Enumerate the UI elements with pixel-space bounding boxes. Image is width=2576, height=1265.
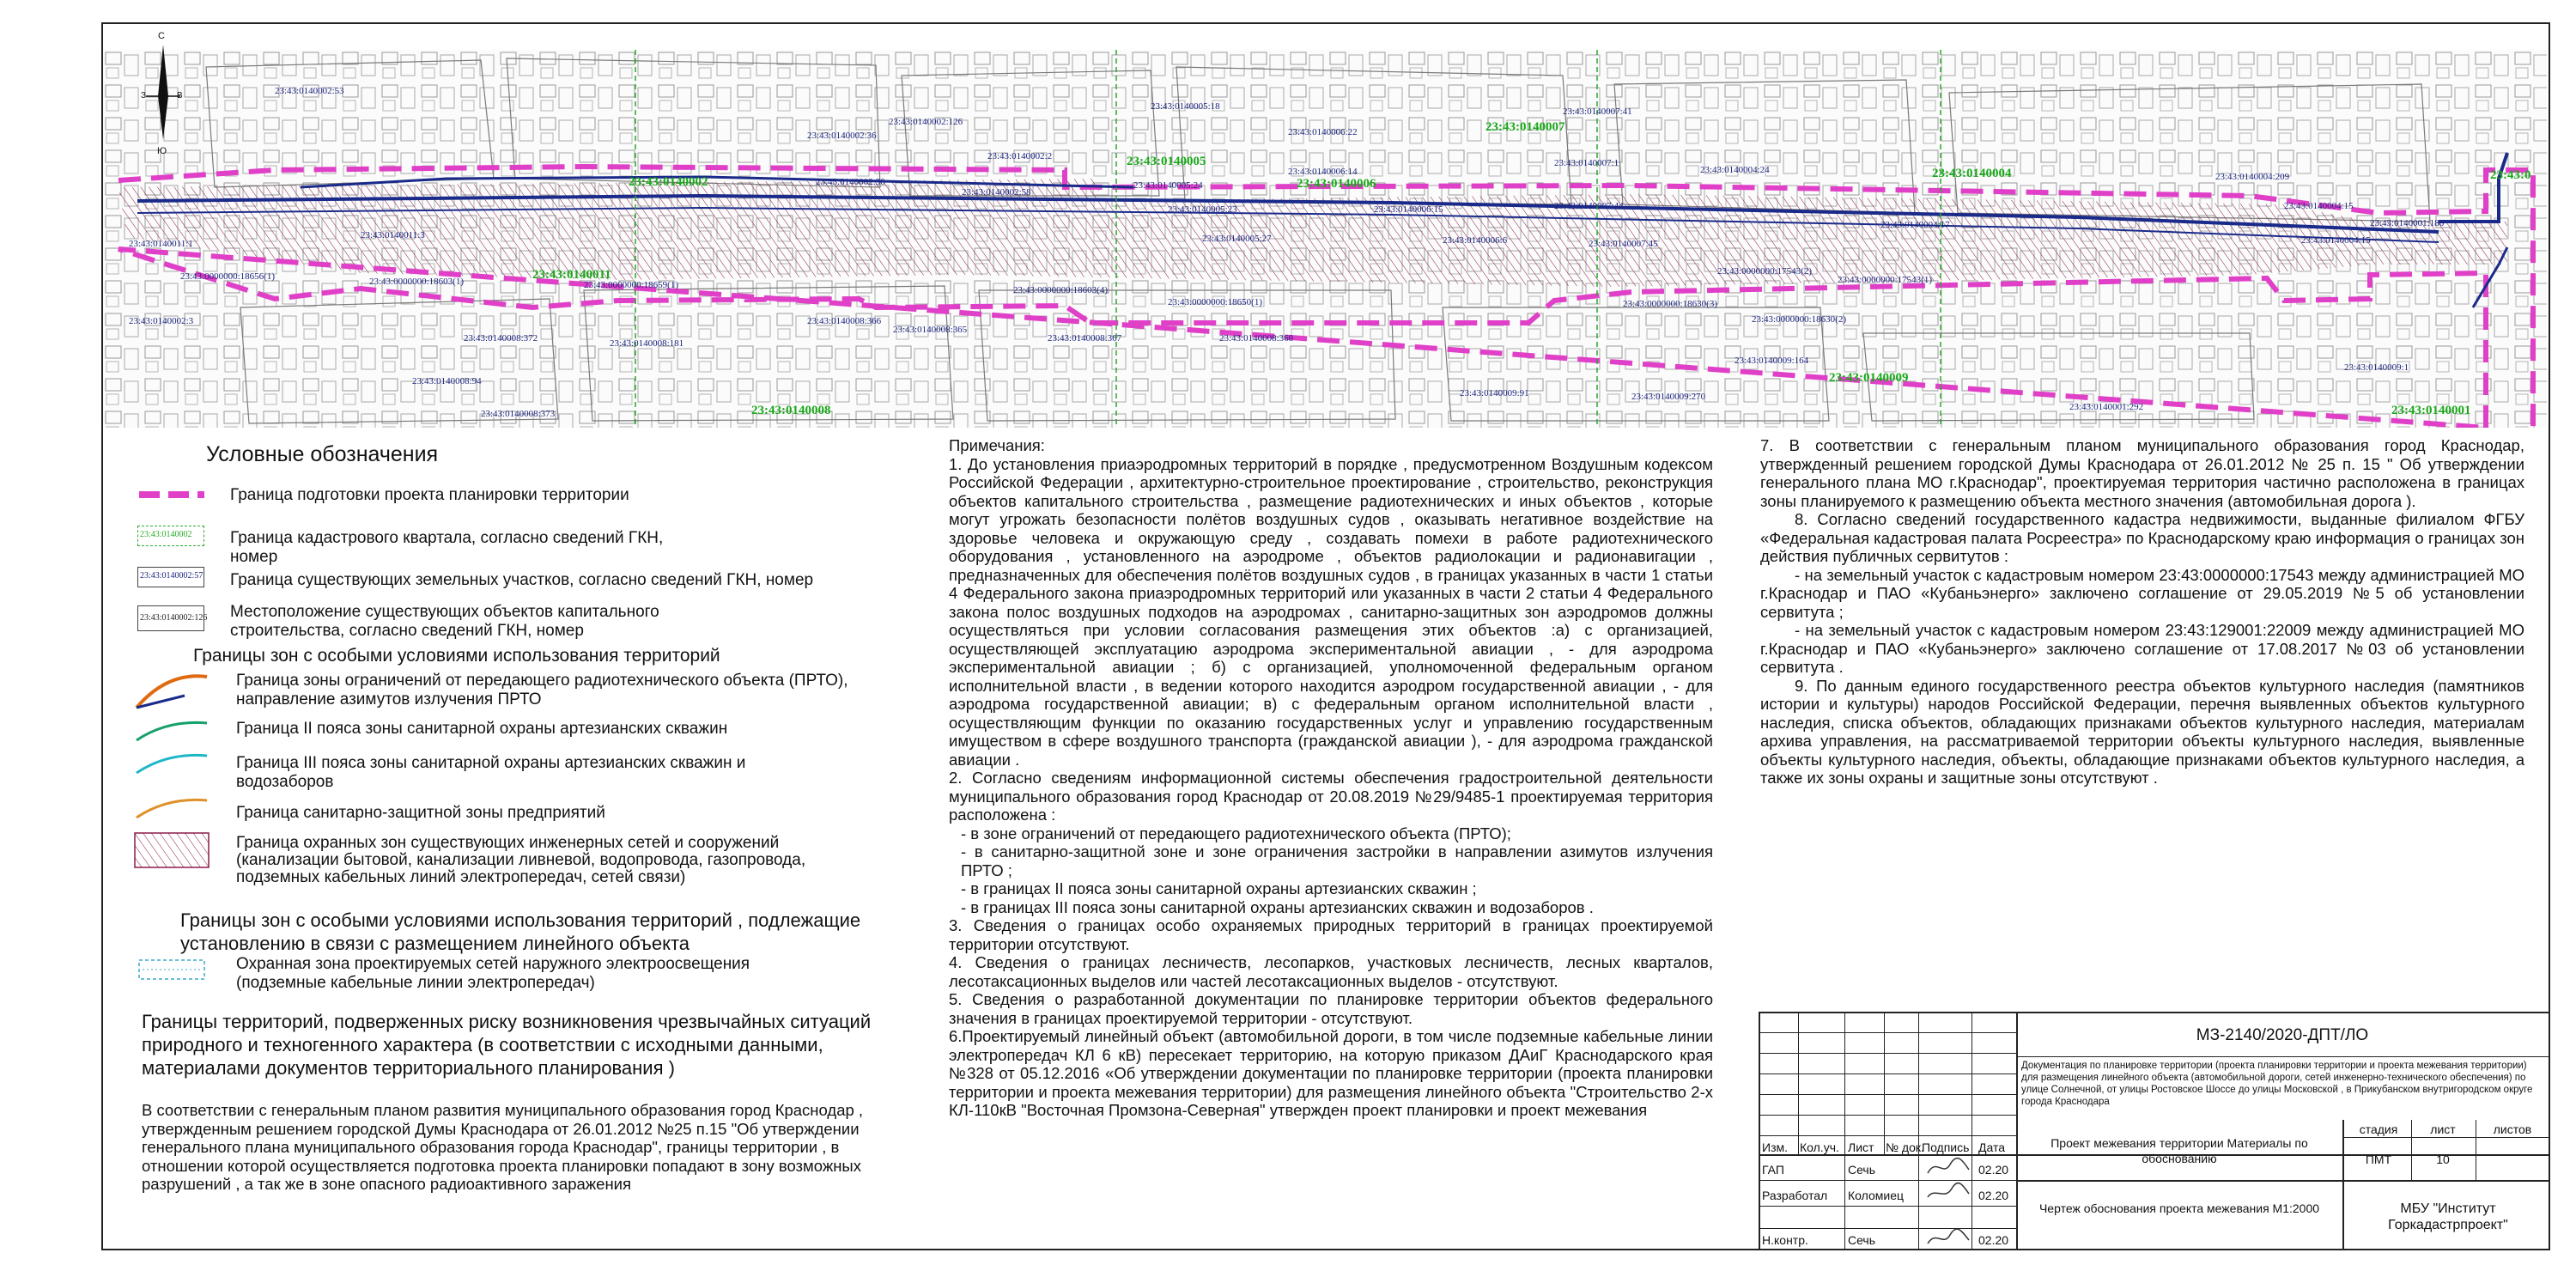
parcel-label: 23:43:0140009:91 (1460, 388, 1529, 398)
parcel-label: 23:43:0140007:45 (1589, 239, 1658, 249)
note-paragraph: 2. Согласно сведениям информационной системы обеспечения градостроительной деятельности муниципального образования город Краснодар от 20.08.2019 №29/9485-1 проектируемая территория расположена : (949, 769, 1713, 824)
tb-header: Дата (1978, 1140, 2006, 1154)
quarter-label: 23:43:0140011 (532, 268, 611, 282)
parcel-label: 23:43:0140004:15 (2284, 201, 2354, 211)
compass-e: В (177, 91, 183, 100)
signature-icon (1926, 1182, 1971, 1204)
note-paragraph: - в границах III пояса зоны санитарной охраны артезианских скважин и водозаборов . (961, 897, 1594, 916)
tb-header: Лист (1848, 1140, 1874, 1154)
compass-w: З (141, 91, 147, 100)
note-paragraph: - на земельный участок с кадастровым номером 23:43:0000000:17543 между администрацией МО г.Краснодар и ПАО «Кубаньэнерго» заключено соглашение от 29.05.2019 №5 об установлении сервитута ; (1760, 565, 2524, 621)
sanitary-ii-symbol (133, 718, 210, 744)
zone-item: Граница III пояса зоны санитарной охраны артезианских скважин и водозаборов (236, 754, 746, 791)
linear-zone-item: Охранная зона проектируемых сетей наружного электроосвещения (подземные кабельные линии электропередач) (236, 955, 750, 992)
tb-role: ГАП (1762, 1163, 1784, 1177)
notes-heading: Примечания: (949, 436, 1045, 454)
note-paragraph: 1. До установления приаэродромных территорий в порядке , предусмотренном Воздушным кодексом Российской Федерации , архитектурно-строительное проектирование , строительство, реконструкция объектов капитального строительства , размещение радиотехнических и иных объектов , которые могут угрожать безопасности полётов воздушных судов , оказывать негативное воздействие на здоровье человека и окружающую среду , создавать помехи в работе радиотехнического оборудования , установленного на аэродроме , объектов радиолокации и радионавигации , предназначенных для обеспечения полётов воздушных судов , в границах указанных в части 1 статьи 4 Федерального закона приаэродромных территорий или указанных в части 2 статьи 4 Федерального закона полос воздушных подходов на аэродромах , санитарно-защитных зон аэродромов должны осуществляться при условии согласования размещения этих объектов :а) с организацией, осуществляющей эксплуатацию аэродрома экспериментальной авиации , - для аэродрома экспериментальной авиации ; б) с организацией, уполномоченной федеральным органом исполнительной власти , в ведении которого находится аэродром государственной авиации , - для аэродрома государственной авиации; в) с федеральным органом исполнительной власти , осуществляющим функции по оказанию государственных услуг и управлению государственным имуществом в сфере воздушного транспорта (гражданской авиации ), - для аэродрома гражданской авиации . (949, 454, 1713, 769)
linear-zones-title: Границы зон с особыми условиями использования территорий , подлежащие установлению в связи с размещением линейного объекта (180, 909, 861, 954)
parcel-label: 23:43:0000000:18603(1) (369, 277, 464, 287)
signature-icon (1926, 1228, 1971, 1249)
drawing-title: Чертеж обоснования проекта межевания М1:2000 (2038, 1201, 2320, 1215)
compass-n: С (158, 31, 165, 41)
parcel-label: 23:43:0140006:6 (1443, 235, 1508, 246)
parcel-label: 23:43:0140004:17 (1880, 220, 1950, 230)
parcel-label: 23:43:0140002:58 (962, 187, 1031, 198)
quarter-symbol: 23:43:0140002 (137, 526, 204, 546)
compass-s: Ю (157, 146, 167, 156)
parcel-symbol: 23:43:0140002:57 (137, 567, 204, 587)
sanitary-protection-symbol (133, 795, 210, 821)
parcel-label: 23:43:0140007:41 (1563, 106, 1632, 117)
parcel-label: 23:43:0000000:18603(4) (1013, 285, 1108, 295)
parcel-label: 23:43:0140007:1 (1554, 158, 1619, 168)
zone-item: Граница охранных зон существующих инженерных сетей и сооружений (канализации бытовой, канализации ливневой, водопровода, газопровода, подземных кабельных линий электропередач, сетей связи) (236, 834, 806, 886)
sheet-value: 10 (2436, 1152, 2450, 1166)
zones-title: Границы зон с особыми условиями использования территорий (193, 646, 720, 666)
parcel-label: 23:43:0140002:2 (987, 151, 1053, 161)
north-arrow (141, 31, 183, 160)
document-code: МЗ-2140/2020-ДПТ/ЛО (2196, 1026, 2369, 1044)
notes-column-2 (1760, 436, 2524, 788)
tb-header: Кол.уч. (1800, 1140, 1839, 1154)
parcel-label: 23:43:0140009:270 (1631, 392, 1706, 402)
object-symbol: 23:43:0140002:126 (137, 605, 204, 631)
tb-date: 02.20 (1978, 1189, 2009, 1202)
tb-person: Коломиец (1848, 1189, 1904, 1202)
signature-icon (1926, 1156, 1971, 1178)
quarter-label: 23:43:0140007 (1485, 120, 1565, 134)
tb-role: Н.контр. (1762, 1233, 1808, 1247)
zone-item: Граница санитарно-защитной зоны предприятий (236, 804, 605, 822)
parcel-label: 23:43:0140006:15 (1374, 204, 1443, 215)
stage-label: стадия (2359, 1122, 2398, 1136)
parcel-label: 23:43:0140005:23 (1168, 204, 1237, 215)
parcel-label: 23:43:0140008:181 (610, 338, 684, 349)
quarter-label: 23:43:0140009 (1829, 371, 1909, 385)
tb-person: Сечь (1848, 1163, 1876, 1177)
note-paragraph: 6.Проектируемый линейный объект (автомобильной дороги, в том числе подземные кабельные линии электропередач КЛ 6 кВ) пересекает территорию, на которую приказом ДАиГ Краснодарского края №328 от 05.12.2016 «Об утверждении документации по планировке территории (проекта планировки территории и проекта межевания территории) для размещения линейного объекта "Строительство 2-х КЛ-110кВ "Восточная Промзона-Северная" утвержден проект планировки и проект межевания (949, 1027, 1713, 1119)
note-paragraph: 8. Согласно сведений государственного кадастра недвижимости, выданные филиалом ФГБУ «Федеральная кадастровая палата Росреестра» по Краснодарскому краю информация о границах зон действия публичных сервитутов : (1760, 510, 2524, 565)
emergency-title: Границы территорий, подверженных риску возникновения чрезвычайных ситуаций природного и техногенного характера (в соответствии с исходными данными, материалами документов территориального планирования ) (142, 1011, 872, 1079)
parcel-label: 23:43:0140008:366 (807, 316, 882, 326)
tb-role: Разработал (1762, 1189, 1828, 1202)
parcel-label: 23:43:0140002:53 (275, 86, 344, 96)
parcel-label: 23:43:0140006:14 (1288, 167, 1358, 177)
legend-item: Местоположение существующих объектов капитального строительства, согласно сведений ГКН, номер (230, 603, 659, 640)
sheet-title: Проект межевания территории Материалы по обоснованию (2050, 1136, 2308, 1165)
note-paragraph: - на земельный участок с кадастровым номером 23:43:129001:22009 между администрацией МО г.Краснодар и ПАО «Кубаньэнерго» заключено соглашение от 17.08.2017 №03 об установлении сервитута . (1760, 621, 2524, 676)
notes-column-1 (949, 436, 1713, 1120)
parcel-label: 23:43:0140006:22 (1288, 127, 1358, 137)
zone-item: Граница II пояса зоны санитарной охраны артезианских скважин (236, 720, 728, 738)
document-description: Документация по планировке территории (проекта планировки территории и проекта межевания территории) для размещения линейного объекта (автомобильной дороги, сетей инженерно-технического обеспечения) по улице Солнечной, от улицы Ростовское Шоссе до улицы Московской , в Прикубанском внутригородском округе города Краснодара (2021, 1061, 2533, 1107)
tb-date: 02.20 (1978, 1233, 2009, 1247)
quarter-label: 23:43:0140005 (1127, 155, 1206, 168)
quarter-label: 23:43:0140002 (629, 175, 708, 189)
parcel-label: 23:43:0140008:373 (481, 409, 556, 419)
parcel-label: 23:43:0140005:18 (1151, 101, 1220, 112)
quarter-label: 23:43:0140001 (2391, 404, 2471, 417)
parcel-label: 23:43:0140008:365 (893, 325, 968, 335)
parcel-label: 23:43:0140008:368 (1219, 333, 1294, 344)
note-paragraph: 9. По данным единого государственного реестра объектов культурного наследия (памятников истории и культуры) народов Российской Федерации, перечня выявленных объектов культурного наследия, списка объектов, обладающих признаками объектов культурного наследия, материалам архива управления, на рассматриваемой территории объекты культурного наследия, выявленные объекты культурного наследия, объекты, обладающие признаками объектов культурного наследия, а также их зоны охраны и защитные зоны отсутствуют . (1760, 676, 2524, 787)
prto-symbol (133, 670, 210, 713)
quarter-label: 23:43:0 (2490, 168, 2531, 182)
parcel-label: 23:43:0000000:18656(1) (180, 271, 275, 282)
cadastral-map (103, 50, 2547, 428)
parcel-label: 23:43:0140001:186 (2370, 218, 2445, 228)
parcel-label: 23:43:0140001:292 (2069, 402, 2144, 412)
note-paragraph: - в границах II пояса зоны санитарной охраны артезианских скважин ; (961, 879, 1477, 897)
lighting-zone-symbol (137, 957, 206, 982)
parcel-label: 23:43:0140005:24 (1133, 180, 1203, 191)
parcel-label: 23:43:0000000:18659(1) (584, 280, 678, 290)
tb-person: Сечь (1848, 1233, 1876, 1247)
engineering-networks-symbol (133, 831, 210, 869)
map-graphics (103, 50, 2547, 428)
parcel-label: 23:43:0140007:44 (1554, 201, 1624, 211)
note-paragraph: - в санитарно-защитной зоне и зоне ограничения застройки в направлении азимутов излучения ПРТО ; (961, 842, 1713, 879)
parcel-label: 23:43:0140005:27 (1202, 234, 1272, 244)
parcel-label: 23:43:0000000:17543(1) (1838, 275, 1932, 285)
sheet-label: лист (2430, 1122, 2456, 1136)
legend-title: Условные обозначения (206, 442, 439, 466)
legend-item: Граница подготовки проекта планировки территории (230, 486, 629, 504)
stage-value: ПМТ (2365, 1152, 2392, 1166)
parcel-label: 23:43:0140009:164 (1735, 356, 1809, 366)
tb-date: 02.20 (1978, 1163, 2009, 1177)
tb-header: Подпись (1922, 1140, 1970, 1154)
note-paragraph: 3. Сведения о границах особо охраняемых природных территорий в границах проектируемой территории отсутствуют. (949, 916, 1713, 953)
parcel-label: 23:43:0000000:18650(1) (1168, 297, 1262, 307)
quarter-label: 23:43:0140004 (1932, 167, 2012, 180)
quarter-label: 23:43:0140008 (751, 404, 831, 417)
title-block (1759, 1012, 2549, 1250)
parcel-label: 23:43:0140008:94 (412, 376, 482, 386)
parcel-label: 23:43:0140002:3 (129, 316, 194, 326)
parcel-label: 23:43:0000000:18630(3) (1623, 299, 1717, 309)
parcel-label: 23:43:0140002:36 (807, 131, 877, 141)
quarter-label: 23:43:0140006 (1297, 177, 1376, 191)
tb-header: Изм. (1762, 1140, 1788, 1154)
organization: МБУ "Институт Горкадастрпроект" (2388, 1201, 2508, 1232)
tb-header: № док. (1886, 1140, 1924, 1154)
zone-item: Граница зоны ограничений от передающего радиотехнического объекта (ПРТО), направление азимутов излучения ПРТО (236, 672, 848, 709)
project-boundary-symbol (137, 486, 206, 503)
parcel-label: 23:43:0000000:17543(2) (1717, 266, 1812, 277)
parcel-label: 23:43:0000000:18630(2) (1752, 314, 1846, 325)
parcel-label: 23:43:0140004:209 (2215, 172, 2290, 182)
parcel-label: 23:43:0140008:372 (464, 333, 538, 344)
note-paragraph: 5. Сведения о разработанной документации по планировке территории объектов федерального значения в границах проектируемой территории - отсутствуют. (949, 990, 1713, 1027)
note-paragraph: 7. В соответствии с генеральным планом муниципального образования город Краснодар, утвержденный решением городской Думы Краснодара от 26.01.2012 № 25 п. 15 " Об утверждении генерального плана МО г.Краснодар", проектируемая территория частично расположена в границах зоны планируемого к размещению объекта местного значения (автомобильная дорога ). (1760, 436, 2524, 510)
legend-item: Граница существующих земельных участков, согласно сведений ГКН, номер (230, 571, 814, 589)
parcel-label: 23:43:0140008:367 (1048, 333, 1122, 344)
sanitary-iii-symbol (133, 751, 210, 776)
parcel-label: 23:43:0140004:24 (1700, 165, 1770, 175)
parcel-label: 23:43:0140011:1 (129, 239, 193, 249)
sheets-label: листов (2493, 1122, 2532, 1136)
parcel-label: 23:43:0140004:15 (2301, 235, 2371, 246)
parcel-label: 23:43:0140002:126 (889, 117, 963, 127)
parcel-label: 23:43:0140011:3 (361, 230, 425, 240)
parcel-label: 23:43:0140002:36 (816, 177, 885, 187)
emergency-text: В соответствии с генеральным планом развития муниципального образования город Краснодар , утвержденным решением городской Думы Краснодара от 26.01.2012 №25 п.15 "Об утверждении генерального плана муниципального образования города Краснодар", границы территории , в отношении которой осуществляется подготовка проекта планировки попадают в зону возможных разрушений , а так же в зоне опасного радиоактивного заражения (142, 1101, 864, 1193)
legend-item: Граница кадастрового квартала, согласно сведений ГКН, номер (230, 529, 664, 566)
note-paragraph: 4. Сведения о границах лесничеств, лесопарков, участковых лесничеств, лесных кварталов, лесотаксационных выделов или частей лесотаксационных выделов - отсутствуют. (949, 953, 1713, 990)
note-paragraph: - в зоне ограничений от передающего радиотехнического объекта (ПРТО); (961, 824, 1511, 842)
parcel-label: 23:43:0140009:1 (2344, 362, 2409, 373)
north-arrow-icon (146, 45, 180, 148)
